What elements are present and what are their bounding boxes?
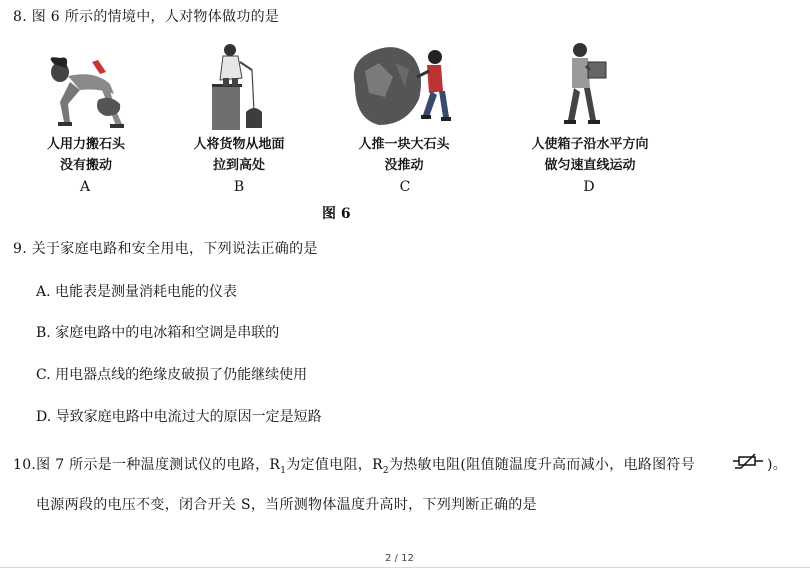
figure-6-label: 图 6 xyxy=(322,206,351,222)
question-10-close: )。 xyxy=(767,457,788,473)
figure-c-caption-line2: 没推动 xyxy=(384,158,424,173)
figure-b-caption xyxy=(180,134,298,176)
question-9-option-b: B. 家庭电路中的电冰箱和空调是串联的 xyxy=(36,325,280,341)
figure-a-caption xyxy=(30,134,142,176)
figure-a-illustration xyxy=(40,50,130,130)
question-9-option-a: A. 电能表是测量消耗电能的仪表 xyxy=(36,284,238,300)
figure-b-letter: B xyxy=(233,179,245,195)
r1-subscript: 1 xyxy=(280,465,287,476)
question-8-text: 8. 图 6 所示的情境中，人对物体做功的是 xyxy=(13,9,280,25)
question-10-line2: 电源两段的电压不变，闭合开关 S，当所测物体温度升高时，下列判断正确的是 xyxy=(36,497,537,513)
figure-d-illustration xyxy=(560,40,620,132)
figure-a-caption-line2: 没有搬动 xyxy=(59,158,112,173)
question-9-option-d: D. 导致家庭电路中电流过大的原因一定是短路 xyxy=(36,409,322,425)
figure-b-caption-line2: 拉到高处 xyxy=(212,158,265,173)
page-bottom-divider xyxy=(0,567,810,568)
figure-c-caption-line1: 人推一块大石头 xyxy=(358,137,450,152)
page-number: 2 / 12 xyxy=(385,553,414,564)
question-9-text: 9. 关于家庭电路和安全用电，下列说法正确的是 xyxy=(13,241,318,257)
figure-d-caption-line1: 人使箱子沿水平方向 xyxy=(531,137,649,152)
figure-c-letter: C xyxy=(399,179,411,195)
figure-c-caption xyxy=(340,134,468,176)
figure-a-letter: A xyxy=(79,179,91,195)
question-9-option-c: C. 用电器点线的绝缘皮破损了仍能继续使用 xyxy=(36,367,308,383)
figure-a-caption-line1: 人用力搬石头 xyxy=(46,137,125,152)
question-10-mid: 为定值电阻， xyxy=(286,457,373,473)
r2-symbol: R xyxy=(372,457,383,473)
figure-d-caption xyxy=(510,134,670,176)
figure-d-caption-line2: 做匀速直线运动 xyxy=(544,158,636,173)
r1-symbol: R xyxy=(269,457,281,473)
figure-d-letter: D xyxy=(583,179,595,195)
figure-b-caption-line1: 人将货物从地面 xyxy=(193,137,285,152)
thermistor-symbol-icon xyxy=(733,452,767,470)
question-10-line1 xyxy=(13,454,695,476)
question-10-prefix: 10.图 7 所示是一种温度测试仪的电路， xyxy=(13,457,270,473)
figure-c-illustration xyxy=(345,43,465,133)
r2-subscript: 2 xyxy=(382,465,389,476)
figure-b-illustration xyxy=(208,40,278,132)
question-10-suffix: 为热敏电阻(阻值随温度升高而减小，电路图符号 xyxy=(388,457,695,473)
